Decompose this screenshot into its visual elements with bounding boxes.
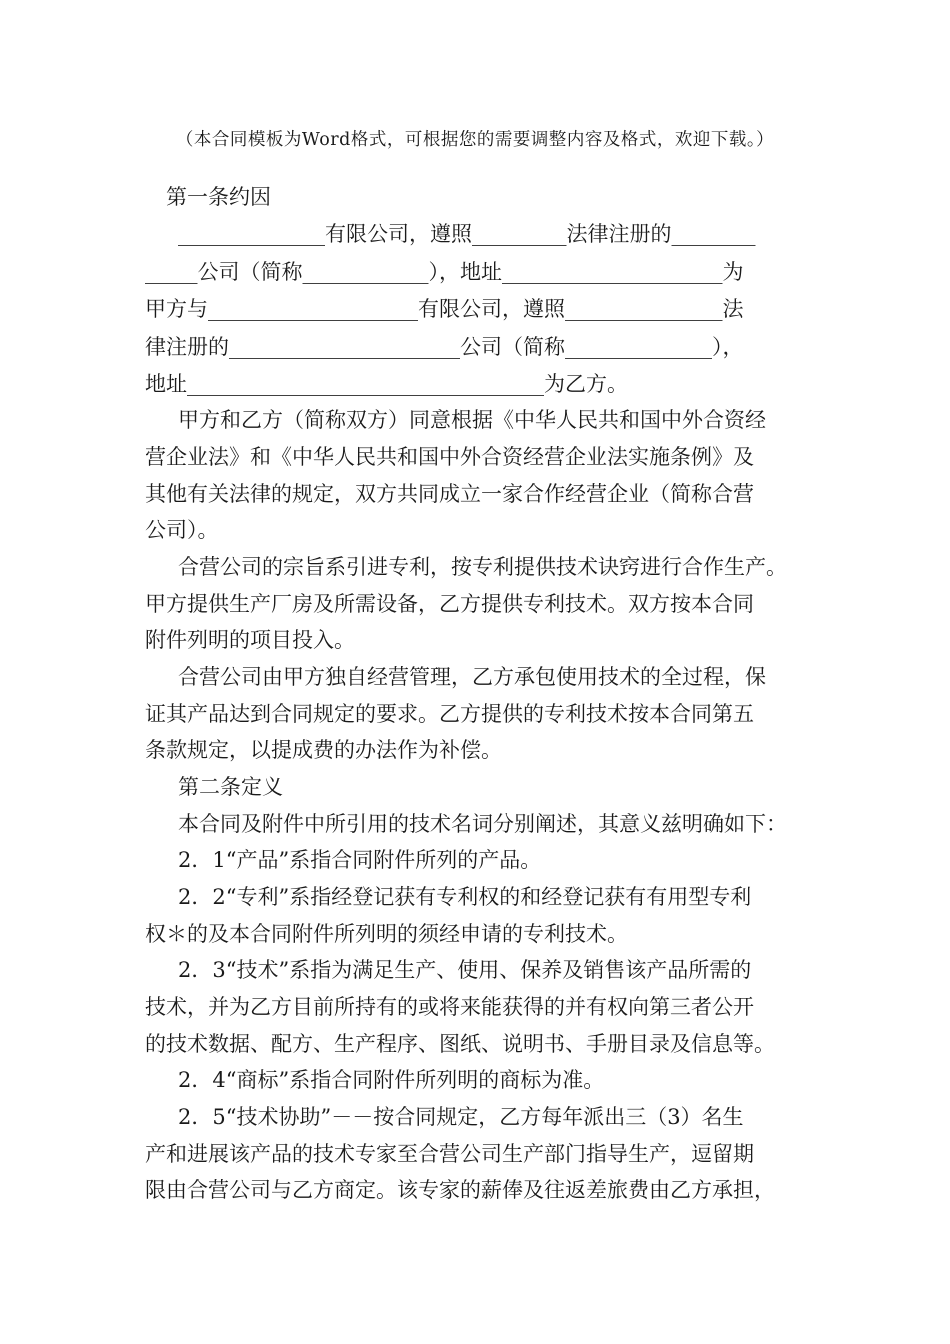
text-line: 限由合营公司与乙方商定。该专家的薪俸及往返差旅费由乙方承担， [145, 1178, 775, 1202]
text-line: 的技术数据、配方、生产程序、图纸、说明书、手册目录及信息等。 [145, 1032, 775, 1056]
text-line: 合营公司的宗旨系引进专利，按专利提供技术诀窍进行合作生产。 [178, 555, 787, 579]
clause-2-2: 2．2“专利”系指经登记获有专利权的和经登记获有有用型专利 [178, 885, 752, 909]
text-line: 甲方和乙方（简称双方）同意根据《中华人民共和国中外合资经 [178, 408, 766, 432]
text-line: 甲方与____________________有限公司，遵照_______________法 [145, 297, 744, 321]
text-line: 其他有关法律的规定，双方共同成立一家合作经营企业（简称合营 [145, 482, 754, 506]
text-line: 公司）。 [145, 518, 219, 542]
clause-2-1: 2．1“产品”系指合同附件所列的产品。 [178, 848, 542, 872]
text-line: 合营公司由甲方独自经营管理，乙方承包使用技术的全过程，保 [178, 665, 766, 689]
article-1-heading: 第一条约因 [166, 185, 271, 209]
text-line: 技术，并为乙方目前所持有的或将来能获得的并有权向第三者公开 [145, 995, 754, 1019]
article-2-heading: 第二条定义 [178, 775, 283, 799]
text-line: ______________有限公司，遵照_________法律注册的________ [178, 222, 756, 246]
text-line: 条款规定，以提成费的办法作为补偿。 [145, 738, 502, 762]
text-line: _____公司（简称____________），地址_____________________为 [145, 260, 744, 284]
text-line: 权＊的及本合同附件所列明的须经申请的专利技术。 [145, 922, 628, 946]
text-line: 附件列明的项目投入。 [145, 628, 355, 652]
clause-2-3: 2．3“技术”系指为满足生产、使用、保养及销售该产品所需的 [178, 958, 752, 982]
clause-2-5: 2．5“技术协助”－－按合同规定，乙方每年派出三（3）名生 [178, 1105, 744, 1129]
text-line: 地址__________________________________为乙方。 [145, 372, 628, 396]
text-line: 营企业法》和《中华人民共和国中外合资经营企业法实施条例》及 [145, 445, 754, 469]
text-line: 产和进展该产品的技术专家至合营公司生产部门指导生产，逗留期 [145, 1142, 754, 1166]
text-line: 证其产品达到合同规定的要求。乙方提供的专利技术按本合同第五 [145, 702, 754, 726]
template-note: （本合同模板为Word格式，可根据您的需要调整内容及格式，欢迎下载。） [175, 130, 775, 150]
text-line: 本合同及附件中所引用的技术名词分别阐述，其意义兹明确如下： [178, 812, 787, 836]
clause-2-4: 2．4“商标”系指合同附件所列明的商标为准。 [178, 1068, 605, 1092]
text-line: 甲方提供生产厂房及所需设备，乙方提供专利技术。双方按本合同 [145, 592, 754, 616]
text-line: 律注册的______________________公司（简称______________）， [145, 335, 744, 359]
